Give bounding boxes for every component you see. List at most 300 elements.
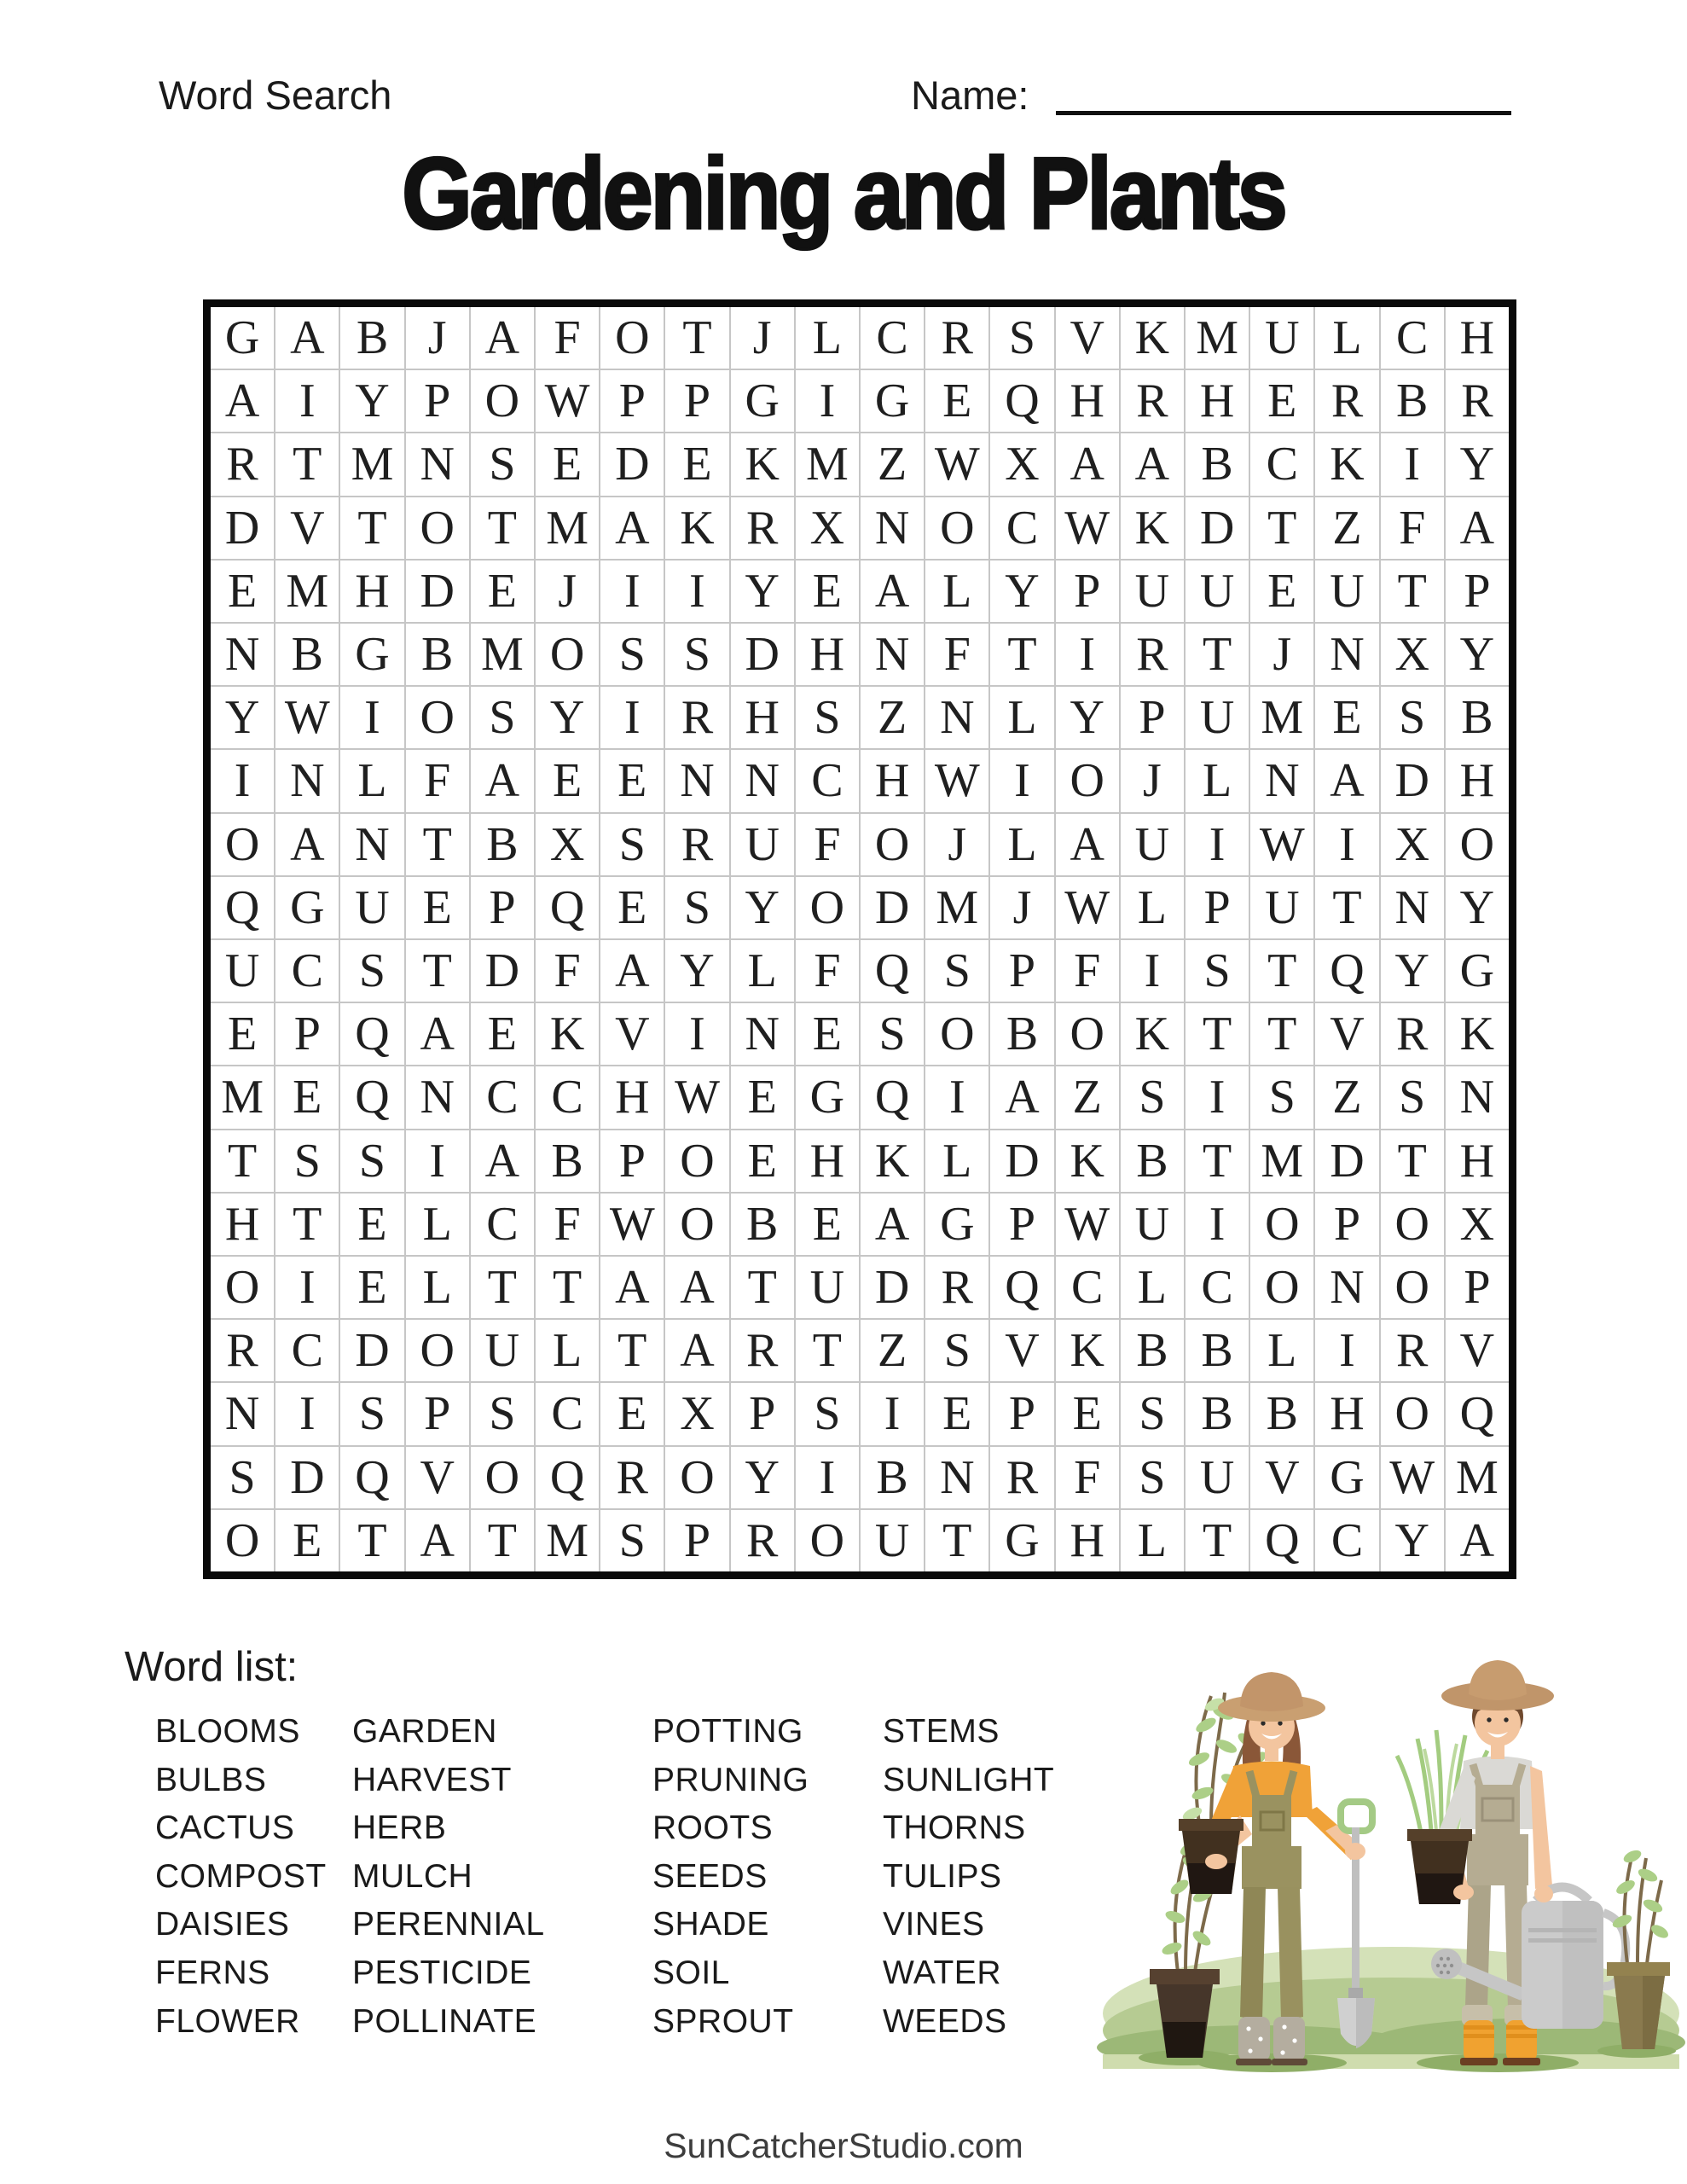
grid-cell: U bbox=[796, 1257, 859, 1318]
grid-cell: I bbox=[665, 1003, 728, 1065]
grid-cell: V bbox=[1315, 1003, 1378, 1065]
grid-cell: B bbox=[406, 624, 469, 685]
grid-cell: C bbox=[1381, 307, 1444, 369]
grid-cell: T bbox=[536, 1257, 599, 1318]
grid-cell: Q bbox=[1446, 1383, 1509, 1444]
grid-cell: I bbox=[861, 1383, 924, 1444]
grid-cell: L bbox=[1315, 307, 1378, 369]
grid-cell: S bbox=[990, 307, 1053, 369]
grid-cell: Y bbox=[1381, 1510, 1444, 1571]
grid-cell: O bbox=[796, 877, 859, 938]
grid-cell: K bbox=[536, 1003, 599, 1065]
grid-cell: S bbox=[796, 687, 859, 748]
grid-cell: B bbox=[1186, 1383, 1249, 1444]
grid-cell: T bbox=[275, 1194, 339, 1255]
word-list-column-4 bbox=[883, 1708, 1054, 2046]
word-list-item: HARVEST bbox=[352, 1761, 512, 1798]
grid-cell: I bbox=[665, 561, 728, 622]
grid-cell: E bbox=[471, 561, 534, 622]
grid-cell: M bbox=[340, 433, 403, 495]
grid-cell: F bbox=[796, 814, 859, 875]
grid-cell: I bbox=[990, 750, 1053, 811]
grid-cell: S bbox=[796, 1383, 859, 1444]
grid-cell: Y bbox=[731, 561, 794, 622]
grid-cell: B bbox=[1186, 1320, 1249, 1381]
grid-cell: A bbox=[1121, 433, 1184, 495]
grid-cell: A bbox=[471, 1130, 534, 1192]
grid-cell: I bbox=[340, 687, 403, 748]
grid-cell: I bbox=[1315, 814, 1378, 875]
grid-cell: N bbox=[1250, 750, 1313, 811]
grid-cell: S bbox=[925, 940, 988, 1002]
grid-cell: B bbox=[340, 307, 403, 369]
grid-cell: G bbox=[1315, 1447, 1378, 1508]
word-list-item: ROOTS bbox=[652, 1809, 774, 1847]
grid-cell: C bbox=[796, 750, 859, 811]
grid-cell: I bbox=[796, 370, 859, 432]
grid-cell: I bbox=[275, 1383, 339, 1444]
grid-cell: O bbox=[925, 1003, 988, 1065]
grid-cell: Q bbox=[861, 1066, 924, 1128]
grid-cell: D bbox=[990, 1130, 1053, 1192]
grid-cell: K bbox=[731, 433, 794, 495]
grid-cell: T bbox=[990, 624, 1053, 685]
grid-cell: J bbox=[536, 561, 599, 622]
grid-cell: W bbox=[1056, 497, 1119, 559]
word-list-item: FERNS bbox=[155, 1954, 270, 1991]
grid-cell: C bbox=[1250, 433, 1313, 495]
grid-cell: G bbox=[275, 877, 339, 938]
grid-cell: Q bbox=[990, 1257, 1053, 1318]
grid-cell: J bbox=[731, 307, 794, 369]
grid-cell: I bbox=[1381, 433, 1444, 495]
grid-cell: T bbox=[1186, 1510, 1249, 1571]
grid-cell: Q bbox=[861, 940, 924, 1002]
grid-cell: N bbox=[925, 1447, 988, 1508]
grid-cell: U bbox=[1121, 561, 1184, 622]
grid-cell: T bbox=[340, 1510, 403, 1571]
grid-cell: H bbox=[731, 687, 794, 748]
grid-cell: K bbox=[1056, 1320, 1119, 1381]
grid-cell: P bbox=[1056, 561, 1119, 622]
grid-cell: M bbox=[536, 497, 599, 559]
word-list-item: GARDEN bbox=[352, 1713, 497, 1750]
grid-cell: E bbox=[925, 1383, 988, 1444]
grid-cell: O bbox=[600, 307, 664, 369]
grid-cell: U bbox=[1186, 687, 1249, 748]
grid-cell: V bbox=[406, 1447, 469, 1508]
grid-cell: E bbox=[925, 370, 988, 432]
grid-cell: A bbox=[1056, 814, 1119, 875]
grid-cell: L bbox=[1186, 750, 1249, 811]
grid-cell: J bbox=[990, 877, 1053, 938]
grid-cell: N bbox=[861, 624, 924, 685]
grid-cell: E bbox=[275, 1066, 339, 1128]
grid-cell: E bbox=[600, 877, 664, 938]
grid-cell: N bbox=[340, 814, 403, 875]
grid-cell: S bbox=[600, 1510, 664, 1571]
grid-cell: B bbox=[536, 1130, 599, 1192]
grid-cell: D bbox=[1381, 750, 1444, 811]
grid-cell: E bbox=[600, 1383, 664, 1444]
grid-cell: Z bbox=[1315, 1066, 1378, 1128]
grid-cell: T bbox=[796, 1320, 859, 1381]
grid-cell: H bbox=[1446, 750, 1509, 811]
grid-cell: N bbox=[861, 497, 924, 559]
grid-cell: S bbox=[211, 1447, 274, 1508]
grid-cell: G bbox=[861, 370, 924, 432]
grid-cell: K bbox=[665, 497, 728, 559]
grid-cell: E bbox=[1250, 561, 1313, 622]
grid-cell: O bbox=[536, 624, 599, 685]
grid-cell: K bbox=[1446, 1003, 1509, 1065]
grid-cell: D bbox=[600, 433, 664, 495]
grid-cell: S bbox=[340, 940, 403, 1002]
grid-cell: W bbox=[275, 687, 339, 748]
grid-cell: V bbox=[1446, 1320, 1509, 1381]
worksheet-type-label: Word Search bbox=[159, 73, 392, 118]
grid-cell: U bbox=[471, 1320, 534, 1381]
grid-cell: V bbox=[1250, 1447, 1313, 1508]
grid-cell: T bbox=[1250, 1003, 1313, 1065]
grid-cell: Y bbox=[990, 561, 1053, 622]
grid-cell: O bbox=[211, 814, 274, 875]
grid-cell: N bbox=[1381, 877, 1444, 938]
grid-cell: F bbox=[1381, 497, 1444, 559]
grid-cell: A bbox=[861, 1194, 924, 1255]
grid-cell: I bbox=[275, 370, 339, 432]
grid-cell: T bbox=[340, 497, 403, 559]
grid-cell: A bbox=[990, 1066, 1053, 1128]
grid-cell: I bbox=[211, 750, 274, 811]
grid-cell: R bbox=[600, 1447, 664, 1508]
word-list-item: MULCH bbox=[352, 1857, 473, 1895]
grid-cell: A bbox=[471, 307, 534, 369]
grid-cell: B bbox=[1381, 370, 1444, 432]
grid-cell: K bbox=[1121, 497, 1184, 559]
grid-cell: H bbox=[1446, 1130, 1509, 1192]
grid-cell: U bbox=[1250, 307, 1313, 369]
grid-cell: E bbox=[340, 1257, 403, 1318]
grid-cell: H bbox=[796, 624, 859, 685]
grid-cell: U bbox=[861, 1510, 924, 1571]
grid-cell: P bbox=[1315, 1194, 1378, 1255]
grid-cell: O bbox=[406, 497, 469, 559]
grid-cell: T bbox=[275, 433, 339, 495]
word-list-item: COMPOST bbox=[155, 1857, 327, 1895]
grid-cell: H bbox=[861, 750, 924, 811]
grid-cell: Y bbox=[1056, 687, 1119, 748]
grid-cell: O bbox=[1381, 1194, 1444, 1255]
grid-cell: Q bbox=[536, 1447, 599, 1508]
grid-cell: D bbox=[731, 624, 794, 685]
grid-cell: H bbox=[1056, 1510, 1119, 1571]
grid-cell: F bbox=[796, 940, 859, 1002]
grid-cell: E bbox=[211, 561, 274, 622]
grid-cell: I bbox=[796, 1447, 859, 1508]
grid-cell: O bbox=[471, 1447, 534, 1508]
grid-cell: G bbox=[990, 1510, 1053, 1571]
grid-cell: B bbox=[1250, 1383, 1313, 1444]
grid-cell: D bbox=[275, 1447, 339, 1508]
grid-cell: R bbox=[731, 1510, 794, 1571]
grid-cell: E bbox=[471, 1003, 534, 1065]
grid-cell: T bbox=[471, 1510, 534, 1571]
grid-cell: B bbox=[275, 624, 339, 685]
grid-cell: B bbox=[990, 1003, 1053, 1065]
grid-cell: T bbox=[1381, 1130, 1444, 1192]
grid-cell: S bbox=[600, 624, 664, 685]
grid-cell: P bbox=[406, 1383, 469, 1444]
grid-cell: R bbox=[925, 1257, 988, 1318]
grid-cell: K bbox=[1121, 307, 1184, 369]
grid-cell: R bbox=[665, 687, 728, 748]
grid-cell: E bbox=[536, 433, 599, 495]
grid-cell: T bbox=[1315, 877, 1378, 938]
grid-cell: R bbox=[1381, 1320, 1444, 1381]
word-list-item: STEMS bbox=[883, 1713, 1000, 1750]
grid-cell: F bbox=[536, 307, 599, 369]
grid-cell: I bbox=[275, 1257, 339, 1318]
grid-cell: E bbox=[536, 750, 599, 811]
grid-cell: X bbox=[1446, 1194, 1509, 1255]
grid-cell: N bbox=[406, 1066, 469, 1128]
grid-cell: C bbox=[861, 307, 924, 369]
grid-cell: W bbox=[925, 750, 988, 811]
grid-cell: Y bbox=[1446, 624, 1509, 685]
grid-cell: C bbox=[990, 497, 1053, 559]
grid-cell: H bbox=[340, 561, 403, 622]
name-label: Name: bbox=[911, 73, 1029, 118]
grid-cell: M bbox=[1250, 687, 1313, 748]
grid-cell: X bbox=[536, 814, 599, 875]
puzzle-title: Gardening and Plants bbox=[402, 137, 1285, 251]
grid-cell: E bbox=[731, 1066, 794, 1128]
grid-cell: X bbox=[796, 497, 859, 559]
grid-cell: C bbox=[536, 1066, 599, 1128]
grid-cell: A bbox=[406, 1003, 469, 1065]
grid-cell: O bbox=[1056, 750, 1119, 811]
grid-cell: Q bbox=[536, 877, 599, 938]
word-list-item: THORNS bbox=[883, 1809, 1026, 1847]
grid-cell: T bbox=[665, 307, 728, 369]
grid-cell: F bbox=[1056, 940, 1119, 1002]
grid-cell: S bbox=[600, 814, 664, 875]
grid-cell: G bbox=[340, 624, 403, 685]
grid-cell: Y bbox=[731, 1447, 794, 1508]
grid-cell: A bbox=[665, 1257, 728, 1318]
grid-cell: U bbox=[1186, 561, 1249, 622]
grid-cell: L bbox=[1250, 1320, 1313, 1381]
grid-cell: O bbox=[211, 1510, 274, 1571]
grid-cell: O bbox=[1381, 1257, 1444, 1318]
grid-cell: I bbox=[1121, 940, 1184, 1002]
grid-cell: W bbox=[1250, 814, 1313, 875]
grid-cell: Q bbox=[340, 1447, 403, 1508]
word-list-item: SPROUT bbox=[652, 2002, 794, 2040]
grid-cell: B bbox=[731, 1194, 794, 1255]
grid-cell: C bbox=[275, 1320, 339, 1381]
grid-cell: N bbox=[731, 750, 794, 811]
grid-cell: O bbox=[1250, 1257, 1313, 1318]
grid-cell: J bbox=[1250, 624, 1313, 685]
grid-cell: N bbox=[211, 1383, 274, 1444]
grid-cell: E bbox=[211, 1003, 274, 1065]
grid-cell: E bbox=[796, 1194, 859, 1255]
grid-cell: L bbox=[1121, 1257, 1184, 1318]
grid-cell: W bbox=[1056, 877, 1119, 938]
grid-cell: O bbox=[925, 497, 988, 559]
grid-cell: Q bbox=[211, 877, 274, 938]
grid-cell: A bbox=[600, 497, 664, 559]
word-list-column-1 bbox=[155, 1708, 327, 2046]
grid-cell: Y bbox=[1446, 877, 1509, 938]
grid-cell: S bbox=[340, 1383, 403, 1444]
grid-cell: D bbox=[861, 1257, 924, 1318]
grid-cell: Y bbox=[665, 940, 728, 1002]
grid-cell: U bbox=[1121, 1194, 1184, 1255]
grid-cell: I bbox=[925, 1066, 988, 1128]
grid-cell: E bbox=[1056, 1383, 1119, 1444]
grid-cell: P bbox=[600, 370, 664, 432]
grid-cell: R bbox=[665, 814, 728, 875]
grid-cell: P bbox=[1186, 877, 1249, 938]
word-list-item: HERB bbox=[352, 1809, 447, 1847]
grid-cell: Z bbox=[861, 1320, 924, 1381]
word-list-item: VINES bbox=[883, 1906, 985, 1943]
grid-cell: P bbox=[665, 1510, 728, 1571]
grid-cell: L bbox=[340, 750, 403, 811]
grid-cell: W bbox=[1056, 1194, 1119, 1255]
grid-cell: I bbox=[1315, 1320, 1378, 1381]
grid-cell: S bbox=[471, 687, 534, 748]
grid-cell: O bbox=[406, 1320, 469, 1381]
grid-cell: B bbox=[1121, 1130, 1184, 1192]
grid-cell: M bbox=[796, 433, 859, 495]
grid-cell: T bbox=[1381, 561, 1444, 622]
grid-cell: Q bbox=[340, 1066, 403, 1128]
grid-cell: T bbox=[406, 814, 469, 875]
word-list-label: Word list: bbox=[125, 1644, 299, 1690]
grid-cell: S bbox=[1121, 1383, 1184, 1444]
word-list-item: PERENNIAL bbox=[352, 1906, 545, 1943]
grid-cell: D bbox=[1315, 1130, 1378, 1192]
grid-cell: C bbox=[275, 940, 339, 1002]
word-list-item: BLOOMS bbox=[155, 1713, 300, 1750]
grid-cell: E bbox=[406, 877, 469, 938]
grid-cell: O bbox=[211, 1257, 274, 1318]
word-list-item: PRUNING bbox=[652, 1761, 809, 1798]
grid-cell: L bbox=[731, 940, 794, 1002]
grid-cell: T bbox=[1186, 1003, 1249, 1065]
grid-cell: R bbox=[211, 433, 274, 495]
grid-cell: O bbox=[1056, 1003, 1119, 1065]
grid-cell: S bbox=[665, 624, 728, 685]
grid-cell: H bbox=[1315, 1383, 1378, 1444]
grid-cell: N bbox=[406, 433, 469, 495]
grid-cell: Y bbox=[1446, 433, 1509, 495]
grid-cell: W bbox=[536, 370, 599, 432]
grid-cell: O bbox=[1446, 814, 1509, 875]
grid-cell: D bbox=[471, 940, 534, 1002]
grid-cell: M bbox=[471, 624, 534, 685]
grid-cell: I bbox=[1186, 1066, 1249, 1128]
grid-cell: E bbox=[796, 1003, 859, 1065]
word-list-item: SOIL bbox=[652, 1954, 730, 1991]
grid-cell: M bbox=[211, 1066, 274, 1128]
word-list-item: DAISIES bbox=[155, 1906, 290, 1943]
grid-cell: E bbox=[340, 1194, 403, 1255]
grid-cell: S bbox=[1381, 1066, 1444, 1128]
grid-cell: H bbox=[600, 1066, 664, 1128]
grid-cell: T bbox=[600, 1320, 664, 1381]
grid-cell: A bbox=[861, 561, 924, 622]
grid-cell: W bbox=[600, 1194, 664, 1255]
grid-cell: T bbox=[1250, 940, 1313, 1002]
grid-cell: L bbox=[406, 1194, 469, 1255]
grid-cell: V bbox=[600, 1003, 664, 1065]
grid-cell: G bbox=[211, 307, 274, 369]
grid-cell: E bbox=[665, 433, 728, 495]
grid-cell: T bbox=[211, 1130, 274, 1192]
word-list-item: PESTICIDE bbox=[352, 1954, 532, 1991]
word-list-item: SEEDS bbox=[652, 1857, 768, 1895]
grid-cell: R bbox=[1446, 370, 1509, 432]
grid-cell: A bbox=[600, 1257, 664, 1318]
grid-cell: R bbox=[731, 497, 794, 559]
word-list-item: TULIPS bbox=[883, 1857, 1002, 1895]
grid-cell: P bbox=[1446, 561, 1509, 622]
word-list-column-3 bbox=[652, 1708, 809, 2046]
grid-cell: P bbox=[990, 940, 1053, 1002]
grid-cell: N bbox=[925, 687, 988, 748]
grid-cell: S bbox=[471, 433, 534, 495]
grid-cell: D bbox=[211, 497, 274, 559]
grid-cell: U bbox=[340, 877, 403, 938]
word-list-item: CACTUS bbox=[155, 1809, 295, 1847]
grid-cell: P bbox=[990, 1383, 1053, 1444]
grid-cell: C bbox=[1186, 1257, 1249, 1318]
grid-cell: X bbox=[990, 433, 1053, 495]
grid-cell: A bbox=[211, 370, 274, 432]
word-list-item: POTTING bbox=[652, 1713, 803, 1750]
grid-cell: I bbox=[406, 1130, 469, 1192]
grid-cell: S bbox=[1186, 940, 1249, 1002]
grid-cell: L bbox=[406, 1257, 469, 1318]
grid-cell: A bbox=[665, 1320, 728, 1381]
grid-cell: O bbox=[471, 370, 534, 432]
grid-cell: Z bbox=[861, 433, 924, 495]
grid-cell: O bbox=[796, 1510, 859, 1571]
grid-cell: K bbox=[1056, 1130, 1119, 1192]
grid-cell: Q bbox=[340, 1003, 403, 1065]
word-list-item: SUNLIGHT bbox=[883, 1761, 1055, 1798]
grid-cell: A bbox=[1446, 497, 1509, 559]
grid-cell: C bbox=[536, 1383, 599, 1444]
grid-cell: A bbox=[275, 814, 339, 875]
grid-cell: T bbox=[1186, 624, 1249, 685]
grid-cell: Q bbox=[1315, 940, 1378, 1002]
grid-cell: W bbox=[665, 1066, 728, 1128]
grid-cell: U bbox=[731, 814, 794, 875]
grid-cell: X bbox=[665, 1383, 728, 1444]
grid-cell: S bbox=[275, 1130, 339, 1192]
grid-cell: Z bbox=[1315, 497, 1378, 559]
grid-cell: E bbox=[731, 1130, 794, 1192]
grid-cell: U bbox=[211, 940, 274, 1002]
grid-cell: K bbox=[861, 1130, 924, 1192]
grid-cell: P bbox=[990, 1194, 1053, 1255]
